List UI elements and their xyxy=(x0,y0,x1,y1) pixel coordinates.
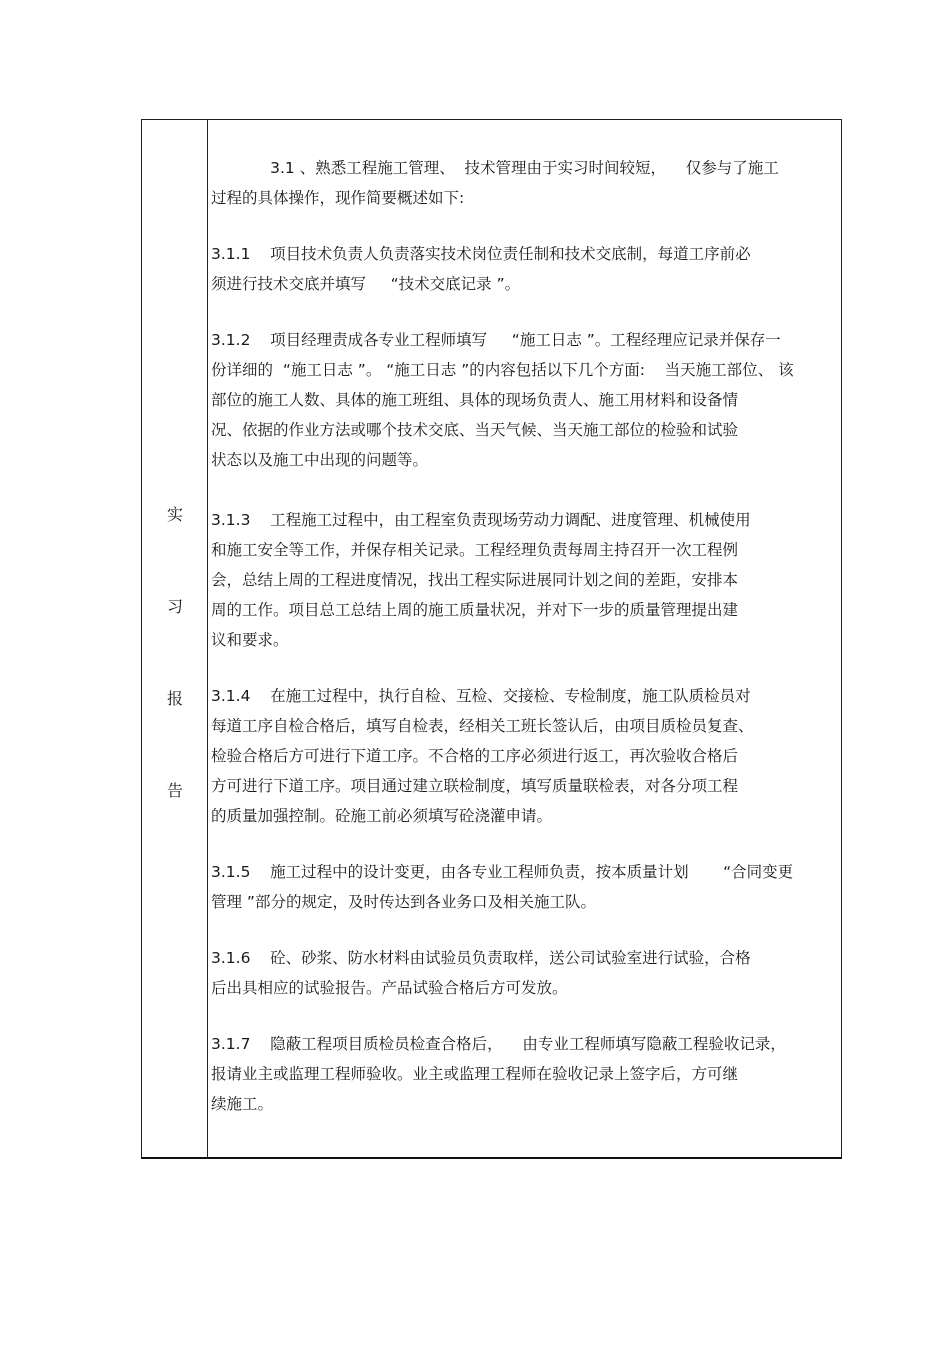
section-label-char: 习 xyxy=(166,597,183,616)
section-label-column xyxy=(142,120,208,1157)
paragraph-line: 议和要求。 xyxy=(211,631,289,649)
paragraph-line: 份详细的 “施工日志 ”。 “施工日志 ”的内容包括以下几个方面: 当天施工部位、 该 xyxy=(211,361,794,379)
paragraph-line: 周的工作。项目总工总结上周的施工质量状况，并对下一步的质量管理提出建 xyxy=(211,601,739,619)
section-label-char: 实 xyxy=(166,505,183,524)
section-label-char: 报 xyxy=(166,689,183,708)
paragraph-line: 后出具相应的试验报告。产品试验合格后方可发放。 xyxy=(211,979,568,997)
paragraph-line: 过程的具体操作，现作简要概述如下: xyxy=(211,189,465,207)
paragraph-line: 3.1.1 项目技术负责人负责落实技术岗位责任制和技术交底制，每道工序前必 xyxy=(211,245,751,263)
paragraph-line: 状态以及施工中出现的问题等。 xyxy=(211,451,429,469)
paragraph-line: 3.1.4 在施工过程中，执行自检、互检、交接检、专检制度，施工队质检员对 xyxy=(211,687,751,705)
paragraph-line: 3.1.6 砼、砂浆、防水材料由试验员负责取样，送公司试验室进行试验，合格 xyxy=(211,949,751,967)
paragraph-line: 方可进行下道工序。项目通过建立联检制度，填写质量联检表，对各分项工程 xyxy=(211,777,739,795)
paragraph-line: 会，总结上周的工程进度情况，找出工程实际进展同计划之间的差距，安排本 xyxy=(211,571,739,589)
paragraph-line: 每道工序自检合格后，填写自检表，经相关工班长签认后，由项目质检员复查、 xyxy=(211,717,754,735)
paragraph-line: 检验合格后方可进行下道工序。不合格的工序必须进行返工，再次验收合格后 xyxy=(211,747,739,765)
paragraph-line: 续施工。 xyxy=(211,1095,274,1113)
paragraph-line: 须进行技术交底并填写 “技术交底记录 ”。 xyxy=(211,275,521,293)
section-label-char: 告 xyxy=(166,781,183,800)
paragraph-line: 部位的施工人数、具体的施工班组、具体的现场负责人、施工用材料和设备情 xyxy=(211,391,739,409)
paragraph-line: 3.1.7 隐蔽工程项目质检员检查合格后， 由专业工程师填写隐蔽工程验收记录， xyxy=(211,1035,786,1053)
paragraph-line: 报请业主或监理工程师验收。业主或监理工程师在验收记录上签字后，方可继 xyxy=(211,1065,739,1083)
paragraph-line: 3.1.2 项目经理责成各专业工程师填写 “施工日志 ”。工程经理应记录并保存一 xyxy=(211,331,781,349)
paragraph-line: 管理 ”部分的规定，及时传达到各业务口及相关施工队。 xyxy=(211,893,596,911)
paragraph-line: 的质量加强控制。砼施工前必须填写砼浇灌申请。 xyxy=(211,807,553,825)
paragraph-line: 3.1.3 工程施工过程中，由工程室负责现场劳动力调配、进度管理、机械使用 xyxy=(211,511,751,529)
paragraph-line: 3.1 、熟悉工程施工管理、 技术管理由于实习时间较短， 仅参与了施工 xyxy=(211,159,779,177)
report-table xyxy=(141,119,842,1159)
report-content xyxy=(209,120,841,1157)
paragraph-line: 况、依据的作业方法或哪个技术交底、当天气候、当天施工部位的检验和试验 xyxy=(211,421,739,439)
paragraph-line: 3.1.5 施工过程中的设计变更，由各专业工程师负责，按本质量计划 “合同变更 xyxy=(211,863,794,881)
paragraph-line: 和施工安全等工作，并保存相关记录。工程经理负责每周主持召开一次工程例 xyxy=(211,541,739,559)
